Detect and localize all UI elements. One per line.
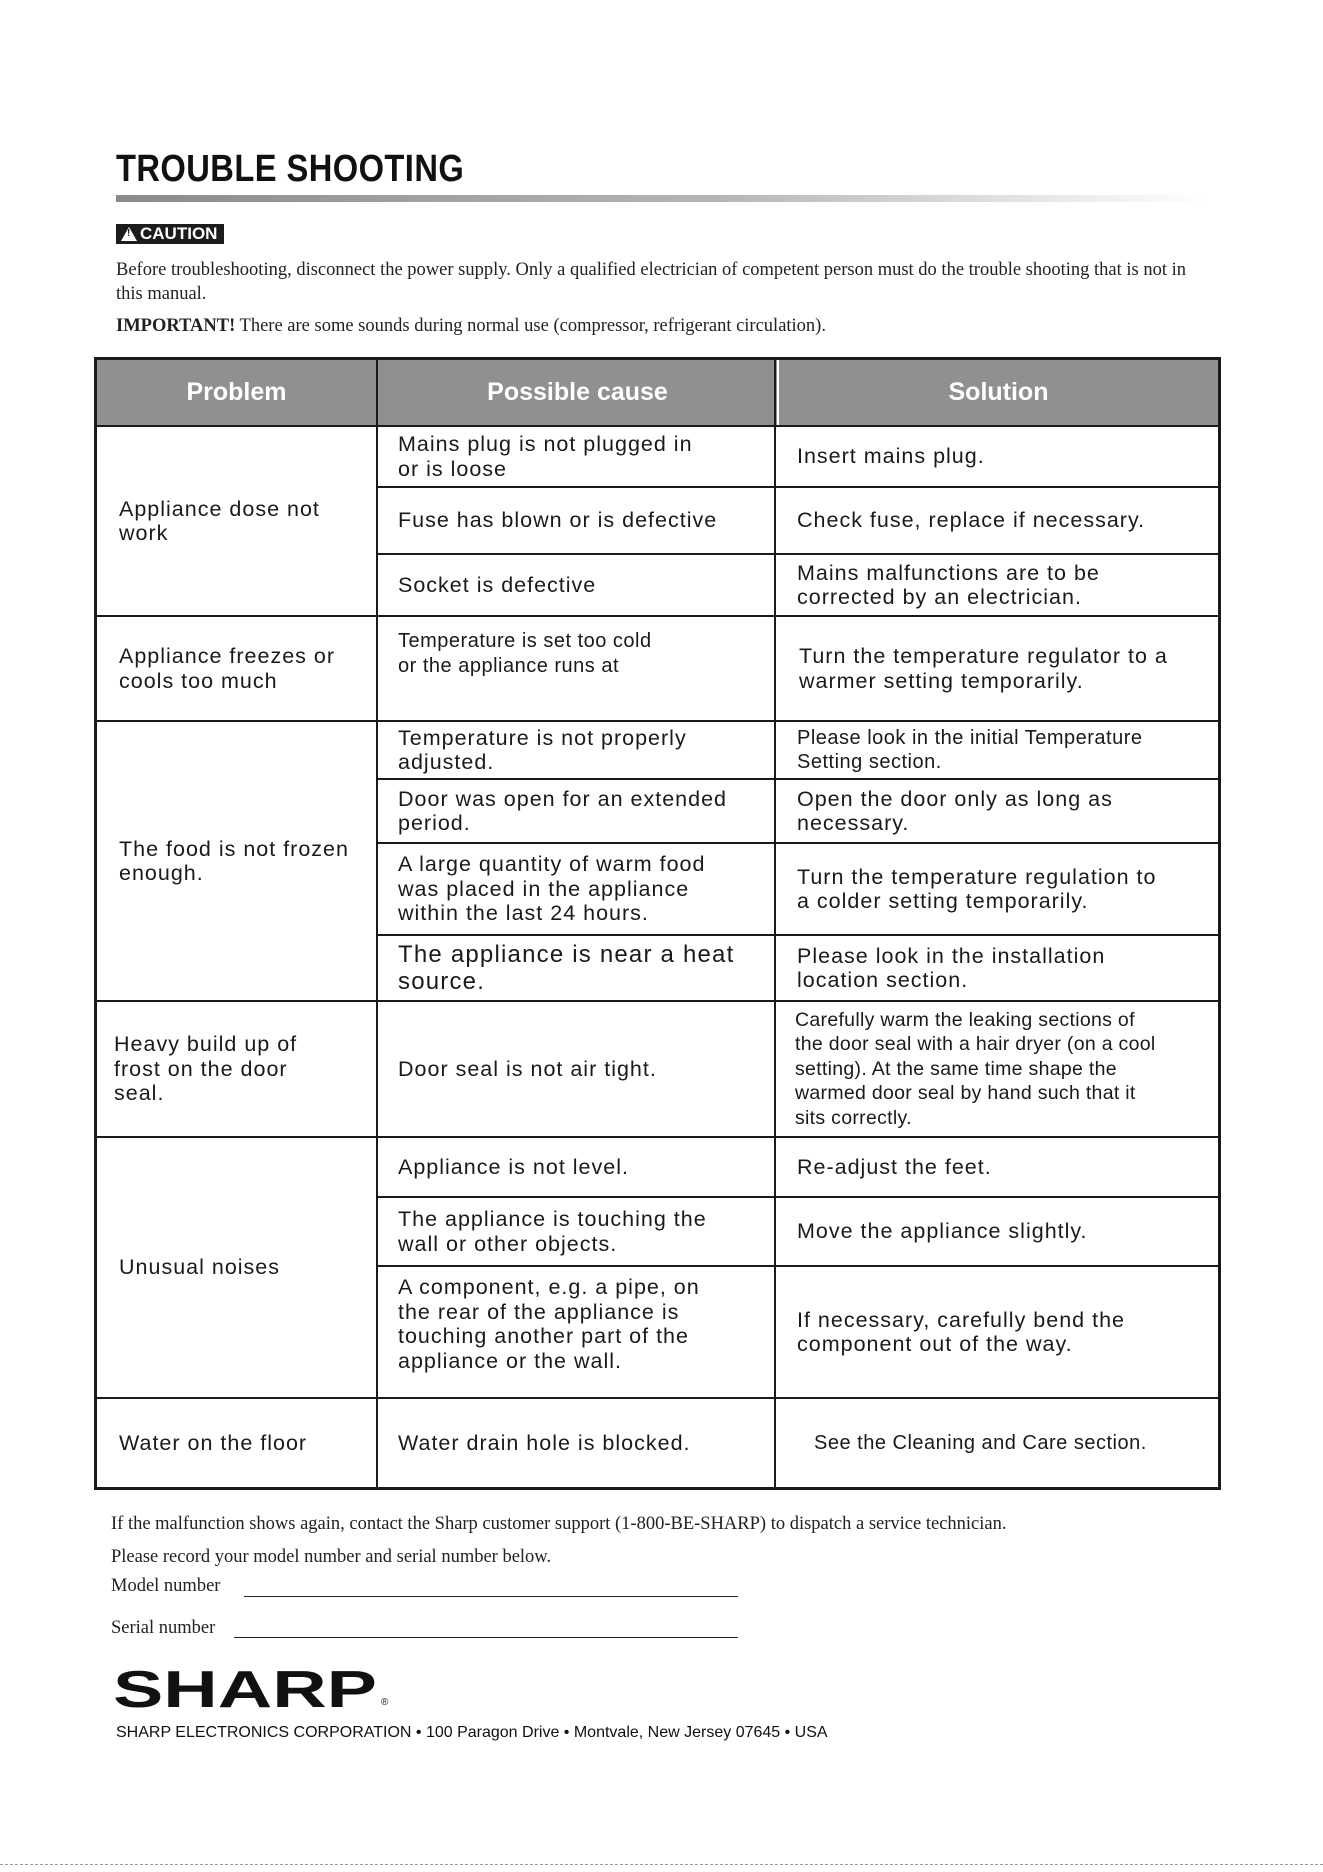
warning-icon bbox=[121, 227, 137, 241]
solution-cell: Mains malfunctions are to be corrected by an electrician. bbox=[797, 560, 1100, 609]
header-problem: Problem bbox=[97, 360, 376, 425]
solution-cell: Move the appliance slightly. bbox=[797, 1219, 1088, 1244]
contact-note: If the malfunction shows again, contact the Sharp customer support (1-800-BE-SHARP) to dispatch a service technician. bbox=[111, 1514, 1007, 1534]
company-address: SHARP ELECTRONICS CORPORATION • 100 Paragon Drive • Montvale, New Jersey 07645 • USA bbox=[116, 1724, 828, 1741]
solution-cell: Check fuse, replace if necessary. bbox=[797, 508, 1146, 533]
solution-cell: Re-adjust the feet. bbox=[797, 1154, 992, 1179]
cause-cell: Temperature is set too cold or the appliance runs at bbox=[398, 630, 652, 677]
important-note bbox=[116, 314, 1216, 338]
title-rule bbox=[116, 195, 1206, 202]
cause-cell: Water drain hole is blocked. bbox=[398, 1430, 691, 1455]
cause-cell: The appliance is touching the wall or other objects. bbox=[398, 1207, 707, 1256]
page-title: TROUBLE SHOOTING bbox=[116, 148, 465, 190]
header-cause: Possible cause bbox=[378, 360, 777, 425]
important-text: There are some sounds during normal use (compressor, refrigerant circulation). bbox=[235, 316, 826, 336]
serial-number-field[interactable] bbox=[234, 1637, 738, 1638]
solution-cell: Insert mains plug. bbox=[797, 444, 985, 469]
caution-label: CAUTION bbox=[140, 224, 218, 243]
caution-badge bbox=[116, 224, 224, 244]
page-edge bbox=[0, 1864, 1323, 1865]
solution-cell: See the Cleaning and Care section. bbox=[814, 1431, 1147, 1454]
troubleshooting-table bbox=[94, 357, 1221, 1490]
model-number-field[interactable] bbox=[244, 1596, 738, 1597]
problem-cell: The food is not frozen enough. bbox=[119, 836, 349, 885]
problem-cell: Water on the floor bbox=[119, 1430, 308, 1455]
solution-cell: Please look in the initial Temperature Setting section. bbox=[797, 726, 1143, 773]
column-divider bbox=[376, 360, 378, 1487]
serial-number-label: Serial number bbox=[111, 1618, 216, 1638]
cause-cell: The appliance is near a heat source. bbox=[398, 941, 735, 995]
solution-cell: Turn the temperature regulation to a colder setting temporarily. bbox=[797, 864, 1157, 913]
model-number-label: Model number bbox=[111, 1576, 221, 1596]
cause-cell: Appliance is not level. bbox=[398, 1154, 629, 1179]
solution-cell: Carefully warm the leaking sections of the door seal with a hair dryer (on a cool setting). At the same time shape the warmed door seal by hand such that it sits correctly. bbox=[795, 1008, 1156, 1129]
problem-cell: Unusual noises bbox=[119, 1255, 281, 1280]
solution-cell: If necessary, carefully bend the component out of the way. bbox=[797, 1307, 1125, 1356]
solution-cell: Turn the temperature regulator to a warmer setting temporarily. bbox=[799, 644, 1168, 693]
cause-cell: Fuse has blown or is defective bbox=[398, 508, 718, 533]
registered-mark: ® bbox=[381, 1697, 389, 1708]
sharp-logo: SHARP bbox=[113, 1661, 377, 1719]
cause-cell: Door seal is not air tight. bbox=[398, 1056, 657, 1081]
solution-cell: Please look in the installation location section. bbox=[797, 943, 1106, 992]
problem-cell: Appliance dose not work bbox=[119, 496, 320, 545]
cause-cell: Mains plug is not plugged in or is loose bbox=[398, 432, 693, 481]
column-divider bbox=[774, 360, 776, 1487]
intro-text: Before troubleshooting, disconnect the power supply. Only a qualified electrician of competent person must do the trouble shooting that is not in this manual. bbox=[116, 260, 1187, 304]
record-note: Please record your model number and serial number below. bbox=[111, 1547, 552, 1567]
important-label: IMPORTANT! bbox=[116, 316, 236, 336]
cause-cell: Door was open for an extended period. bbox=[398, 786, 728, 835]
cause-cell: A component, e.g. a pipe, on the rear of the appliance is touching another part of the appliance or the wall. bbox=[398, 1275, 700, 1373]
problem-cell: Heavy build up of frost on the door seal. bbox=[114, 1032, 298, 1106]
header-solution: Solution bbox=[779, 360, 1218, 425]
solution-cell: Open the door only as long as necessary. bbox=[797, 786, 1113, 835]
cause-cell: Socket is defective bbox=[398, 572, 597, 597]
cause-cell: Temperature is not properly adjusted. bbox=[398, 725, 687, 774]
cause-cell: A large quantity of warm food was placed in the appliance within the last 24 hours. bbox=[398, 852, 706, 926]
problem-cell: Appliance freezes or cools too much bbox=[119, 644, 335, 693]
